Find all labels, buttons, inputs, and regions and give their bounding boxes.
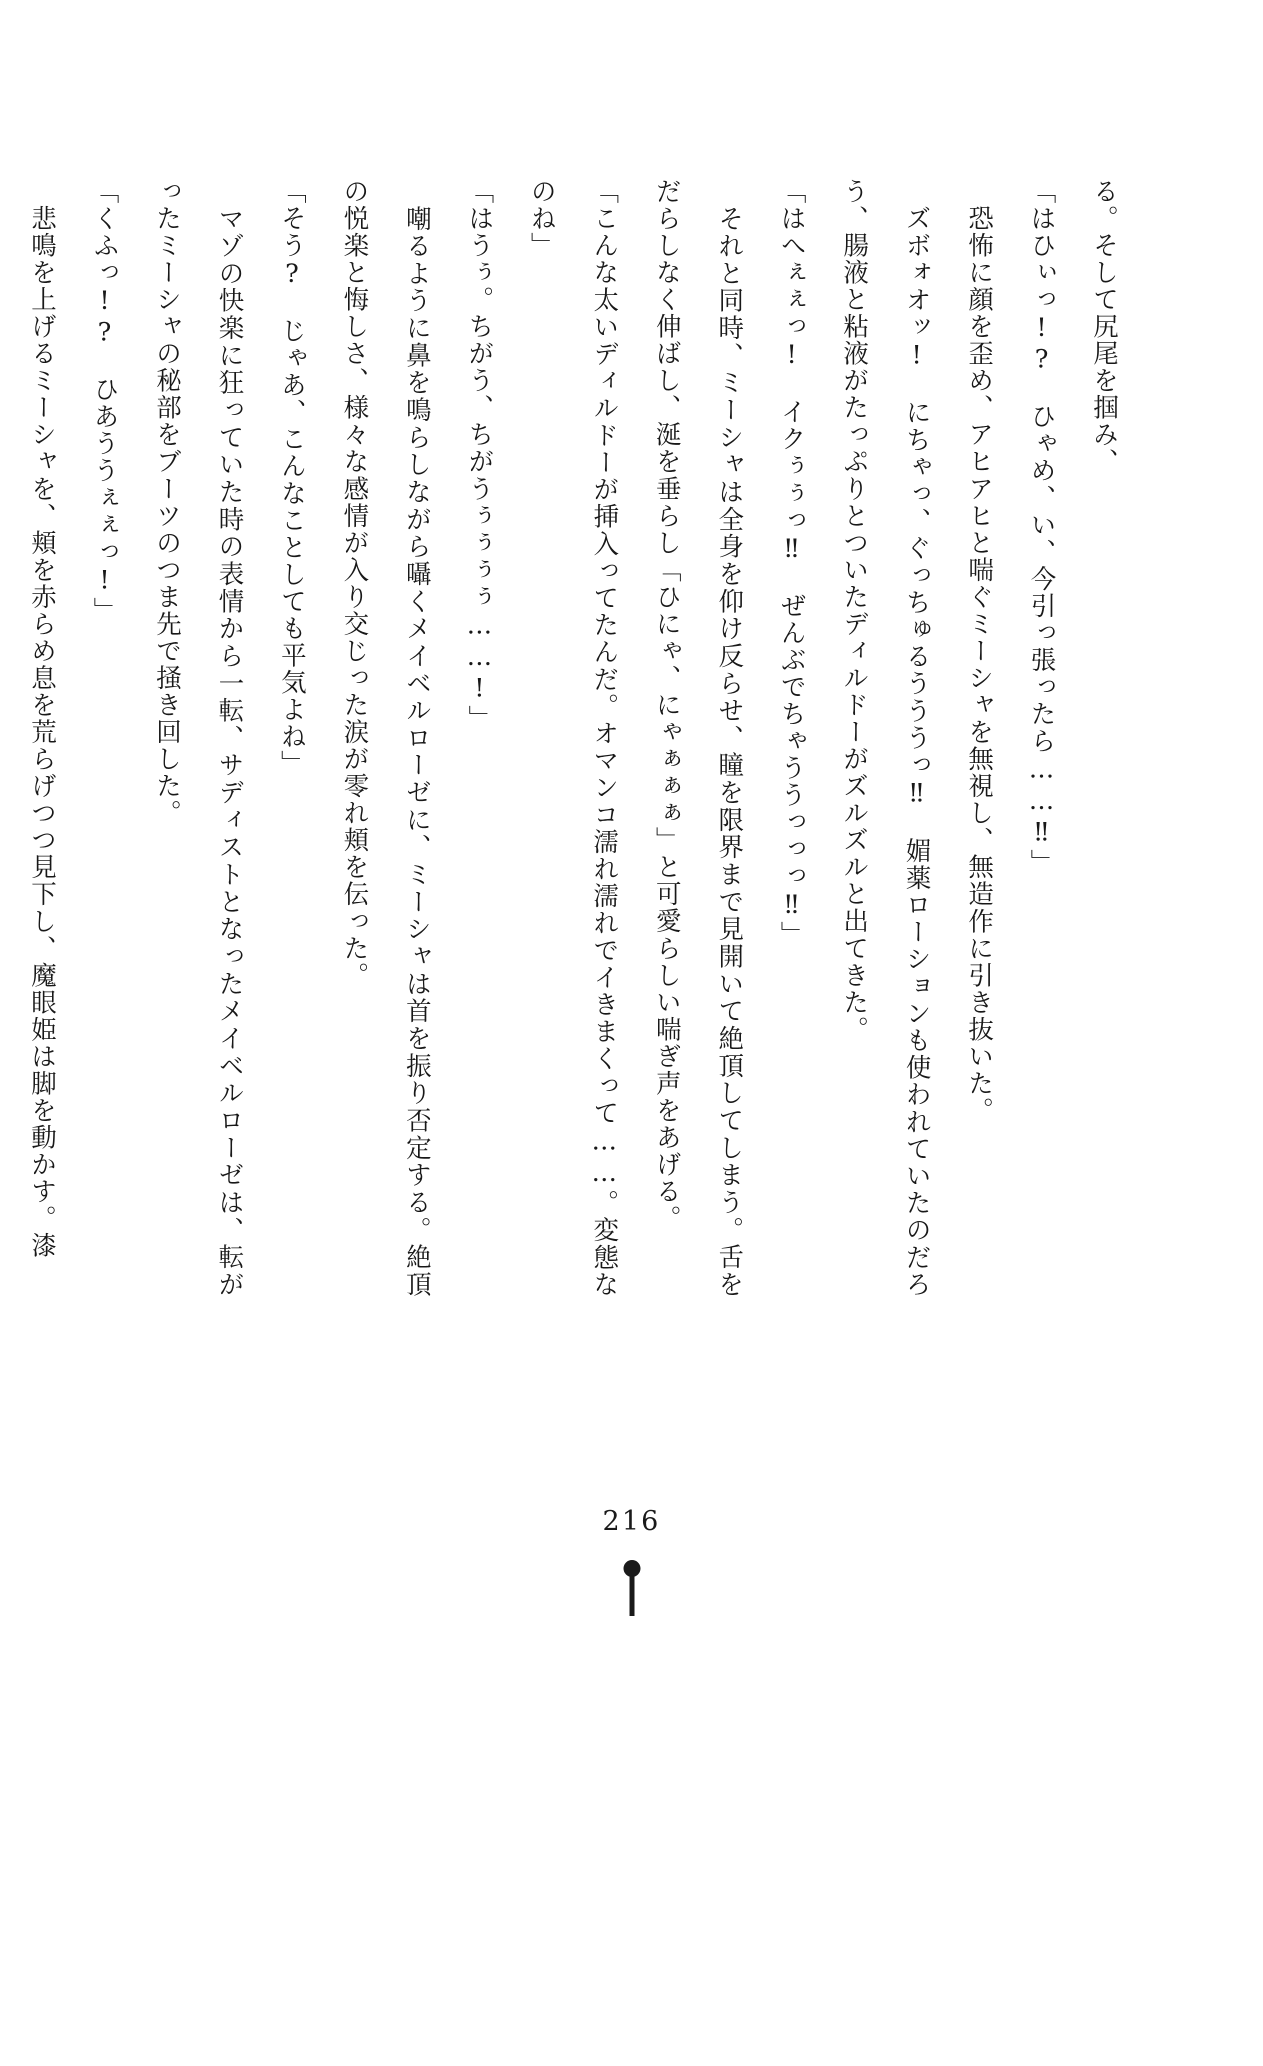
paragraph: 「くふっ!? ひあううぇぇっ!」 <box>89 178 120 624</box>
paragraph: 恐怖に顔を歪め、アヒアヒと喘ぐミーシャを無視し、無造作に引き抜いた。 <box>964 178 995 1125</box>
spine-dot-mark <box>623 1560 640 1577</box>
paragraph: る。そして尻尾を掴み、 <box>1089 178 1119 476</box>
spine-line-mark <box>629 1576 634 1616</box>
page-number: 216 <box>602 1506 661 1537</box>
paragraph: 悲鳴を上げるミーシャを、頬を赤らめ息を荒らげつつ見下し、魔眼姫は脚を動かす。漆 <box>27 178 58 1260</box>
body-text <box>27 178 1135 1298</box>
paragraph: マゾの快楽に狂っていた時の表情から一転、サディストとなったメイベルローゼは、転がったミーシャの秘部をブーツのつま先で掻き回した。 <box>151 178 245 1298</box>
paragraph: ズボォオッ! にちゃっ、ぐっちゅるうううっ‼ 媚薬ローションも使われていたのだろう、腸液と粘液がたっぷりとついたディルドーがズルズルと出てきた。 <box>839 178 932 1298</box>
paragraph: 「こんな太いディルドーが挿入ってたんだ。オマンコ濡れ濡れでイきまくって……。変態なのね」 <box>526 178 620 1298</box>
paragraph: 嘲るように鼻を鳴らしながら囁くメイベルローゼに、ミーシャは首を振り否定する。絶頂の悦楽と悔しさ、様々な感情が入り交じった涙が零れ頬を伝った。 <box>339 178 432 1298</box>
paragraph: 「はうぅ。ちがう、ちがうぅぅぅぅ……!」 <box>464 178 495 733</box>
paragraph: 「はへぇぇっ! イクぅぅっ‼ ぜんぶでちゃううっっっ‼」 <box>776 178 807 949</box>
paragraph: 「そう? じゃあ、こんなことしても平気よね」 <box>276 178 307 778</box>
paragraph: それと同時、ミーシャは全身を仰け反らせ、瞳を限界まで見開いて絶頂してしまう。舌をだらしなく伸ばし、涎を垂らし「ひにゃ、にゃぁぁぁ」と可愛らしい喘ぎ声をあげる。 <box>651 178 745 1298</box>
paragraph: 「はひぃっ!? ひゃめ、い、今引っ張ったら……‼」 <box>1026 178 1057 877</box>
